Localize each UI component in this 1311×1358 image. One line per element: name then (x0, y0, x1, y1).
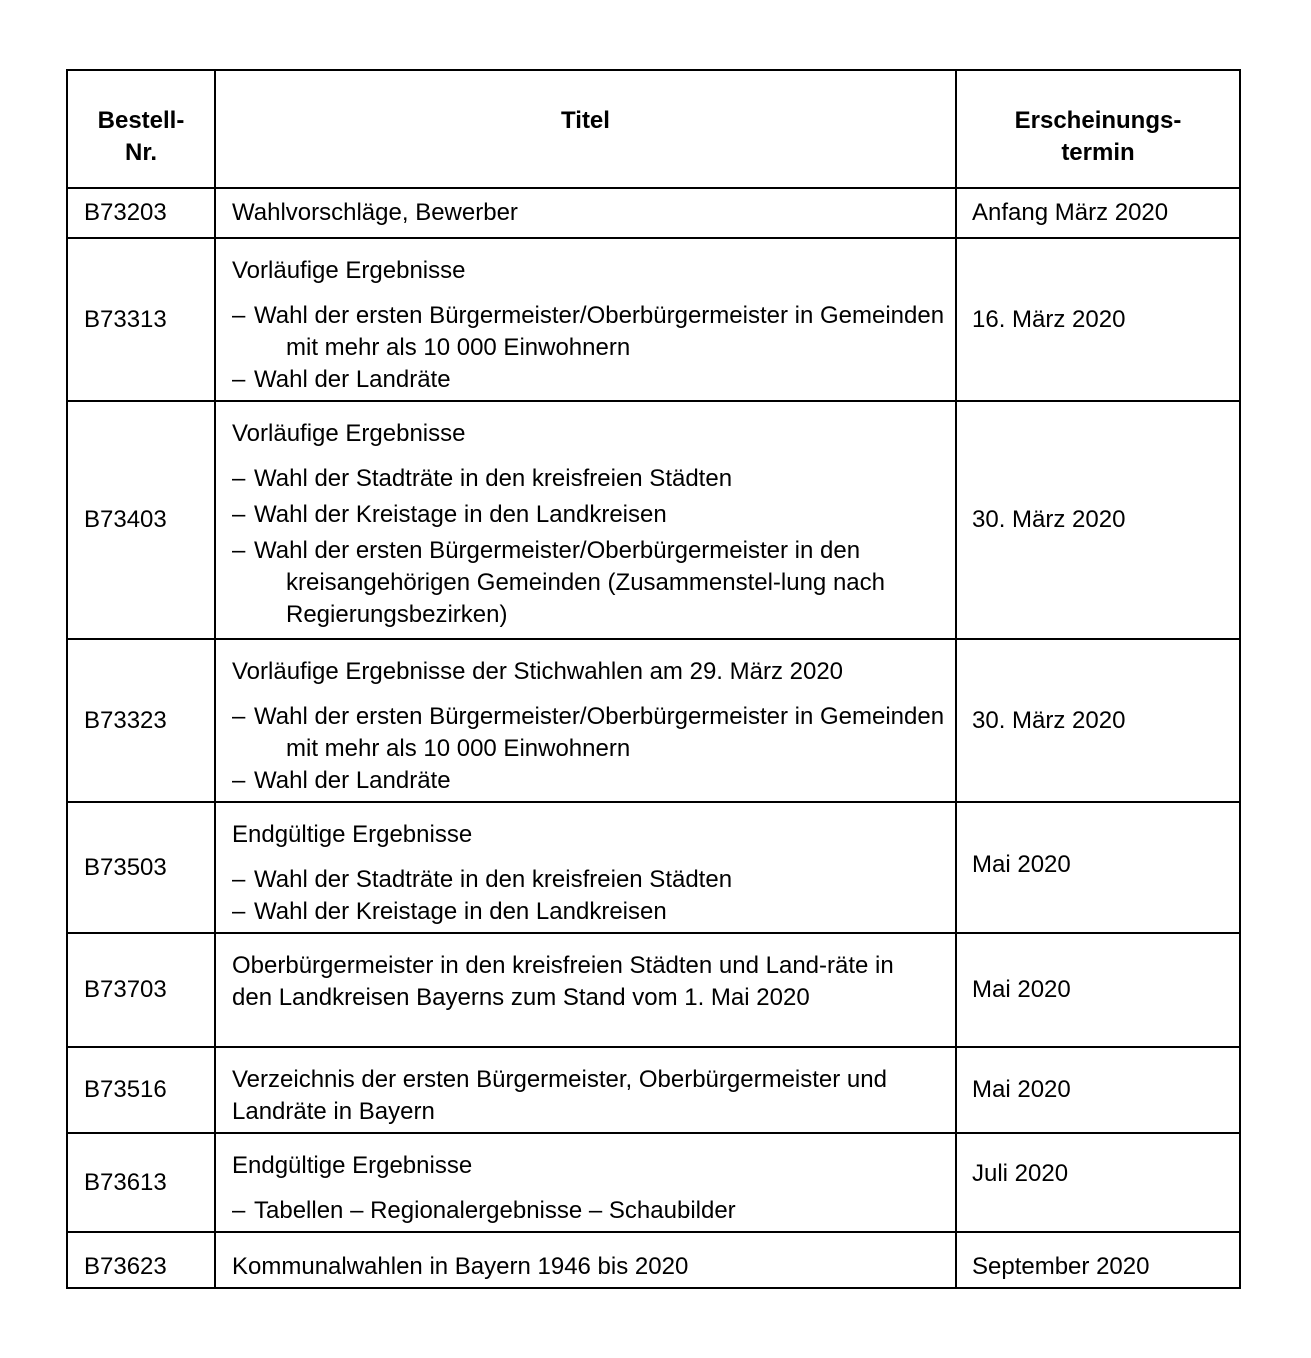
header-erscheinungstermin (956, 70, 1240, 188)
title-cell (215, 1133, 956, 1232)
release-date: 30. März 2020 (956, 639, 1240, 802)
title-cell (215, 933, 956, 1047)
title-heading: Wahlvorschläge, Bewerber (232, 199, 518, 226)
table-row (67, 1047, 1240, 1133)
title-item (232, 864, 955, 896)
dash-mark: – (232, 767, 246, 794)
title-item (232, 364, 955, 396)
table-row (67, 188, 1240, 238)
title-item-text: Wahl der Kreistage in den Landkreisen (254, 501, 667, 528)
table-row (67, 639, 1240, 802)
header-bestell-nr-line2: Nr. (124, 139, 157, 166)
title-heading: Verzeichnis der ersten Bürgermeister, Oberbürgermeister und Landräte in Bayern (232, 1066, 887, 1125)
order-number: B73203 (67, 188, 215, 238)
order-number: B73703 (67, 933, 215, 1047)
title-item (232, 463, 955, 495)
release-date: Anfang März 2020 (956, 188, 1240, 238)
release-date: Mai 2020 (956, 802, 1240, 933)
order-number: B73623 (67, 1232, 215, 1288)
table-row (67, 401, 1240, 639)
dash-mark: – (232, 501, 246, 528)
dash-mark: – (232, 465, 246, 492)
title-item (232, 300, 955, 364)
release-date: 30. März 2020 (956, 401, 1240, 639)
title-item-text: Wahl der ersten Bürgermeister/Oberbürgermeister in Gemeinden mit mehr als 10 000 Einwohnern (254, 302, 945, 361)
dash-mark: – (232, 302, 246, 329)
order-number: B73613 (67, 1133, 215, 1232)
order-number: B73403 (67, 401, 215, 639)
release-date: Mai 2020 (956, 1047, 1240, 1133)
header-row (67, 70, 1240, 188)
title-item-text: Wahl der Landräte (254, 366, 451, 393)
header-titel-text: Titel (561, 107, 610, 134)
title-heading: Kommunalwahlen in Bayern 1946 bis 2020 (232, 1253, 689, 1280)
publication-table (66, 69, 1241, 1289)
table-row (67, 1133, 1240, 1232)
order-number: B73503 (67, 802, 215, 933)
dash-mark: – (232, 703, 246, 730)
order-number: B73516 (67, 1047, 215, 1133)
order-number: B73313 (67, 238, 215, 401)
title-cell (215, 1047, 956, 1133)
title-cell (215, 1232, 956, 1288)
title-cell (215, 238, 956, 401)
title-item (232, 896, 955, 928)
table-row (67, 238, 1240, 401)
order-number: B73323 (67, 639, 215, 802)
dash-mark: – (232, 366, 246, 393)
title-item (232, 701, 955, 765)
title-cell (215, 639, 956, 802)
release-date: Mai 2020 (956, 933, 1240, 1047)
header-titel (215, 70, 956, 188)
title-item-text: Wahl der Landräte (254, 767, 451, 794)
title-item (232, 765, 955, 797)
dash-mark: – (232, 898, 246, 925)
title-heading: Vorläufige Ergebnisse (232, 420, 466, 447)
release-date: Juli 2020 (956, 1133, 1240, 1232)
title-cell (215, 401, 956, 639)
title-item-text: Tabellen – Regionalergebnisse – Schaubilder (254, 1197, 736, 1224)
dash-mark: – (232, 1197, 246, 1224)
table-row (67, 933, 1240, 1047)
title-item-text: Wahl der Kreistage in den Landkreisen (254, 898, 667, 925)
title-heading: Oberbürgermeister in den kreisfreien Städten und Land-räte in den Landkreisen Bayerns zum Stand vom 1. Mai 2020 (232, 952, 894, 1011)
release-date: 16. März 2020 (956, 238, 1240, 401)
title-heading: Endgültige Ergebnisse (232, 821, 473, 848)
dash-mark: – (232, 866, 246, 893)
title-item-text: Wahl der ersten Bürgermeister/Oberbürgermeister in Gemeinden mit mehr als 10 000 Einwohnern (254, 703, 945, 762)
header-termin-line2: termin (1061, 139, 1135, 166)
dash-mark: – (232, 537, 246, 564)
title-heading: Vorläufige Ergebnisse der Stichwahlen am 29. März 2020 (232, 658, 844, 685)
title-item (232, 499, 955, 531)
title-item-text: Wahl der Stadträte in den kreisfreien Städten (254, 866, 733, 893)
title-item (232, 1195, 955, 1227)
title-cell (215, 802, 956, 933)
header-termin-line1: Erscheinungs- (1014, 107, 1182, 134)
title-heading: Vorläufige Ergebnisse (232, 257, 466, 284)
title-item (232, 535, 955, 631)
table-row (67, 1232, 1240, 1288)
title-cell (215, 188, 956, 238)
table-row (67, 802, 1240, 933)
header-bestell-nr-line1: Bestell- (97, 107, 185, 134)
header-bestell-nr (67, 70, 215, 188)
title-heading: Endgültige Ergebnisse (232, 1152, 473, 1179)
release-date: September 2020 (956, 1232, 1240, 1288)
title-item-text: Wahl der ersten Bürgermeister/Oberbürgermeister in den kreisangehörigen Gemeinden (Zusammenstel-lung nach Regierungsbezirken) (254, 537, 885, 628)
title-item-text: Wahl der Stadträte in den kreisfreien Städten (254, 465, 733, 492)
